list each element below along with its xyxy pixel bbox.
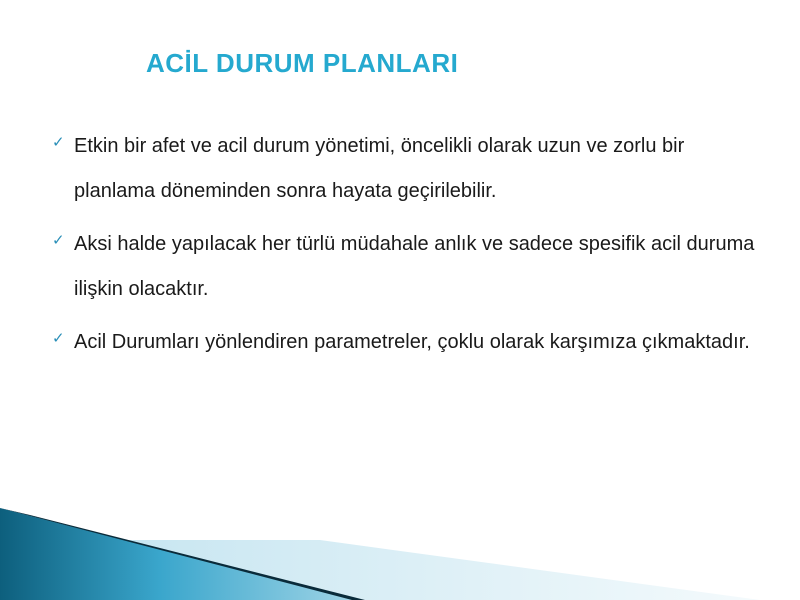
- check-icon: ✓: [52, 330, 65, 347]
- check-icon: ✓: [52, 134, 65, 151]
- bullet-text: Acil Durumları yönlendiren parametreler, çoklu olarak karşımıza çıkmaktadır.: [74, 331, 750, 353]
- bullet-text: Aksi halde yapılacak her türlü müdahale anlık ve sadece spesifik acil duruma ilişkin olacaktır.: [74, 233, 755, 300]
- check-icon: ✓: [52, 232, 65, 249]
- slide-title: ACİL DURUM PLANLARI: [146, 48, 459, 78]
- bullet-text: Etkin bir afet ve acil durum yönetimi, öncelikli olarak uzun ve zorlu bir planlama döneminden sonra hayata geçirilebilir.: [74, 135, 685, 202]
